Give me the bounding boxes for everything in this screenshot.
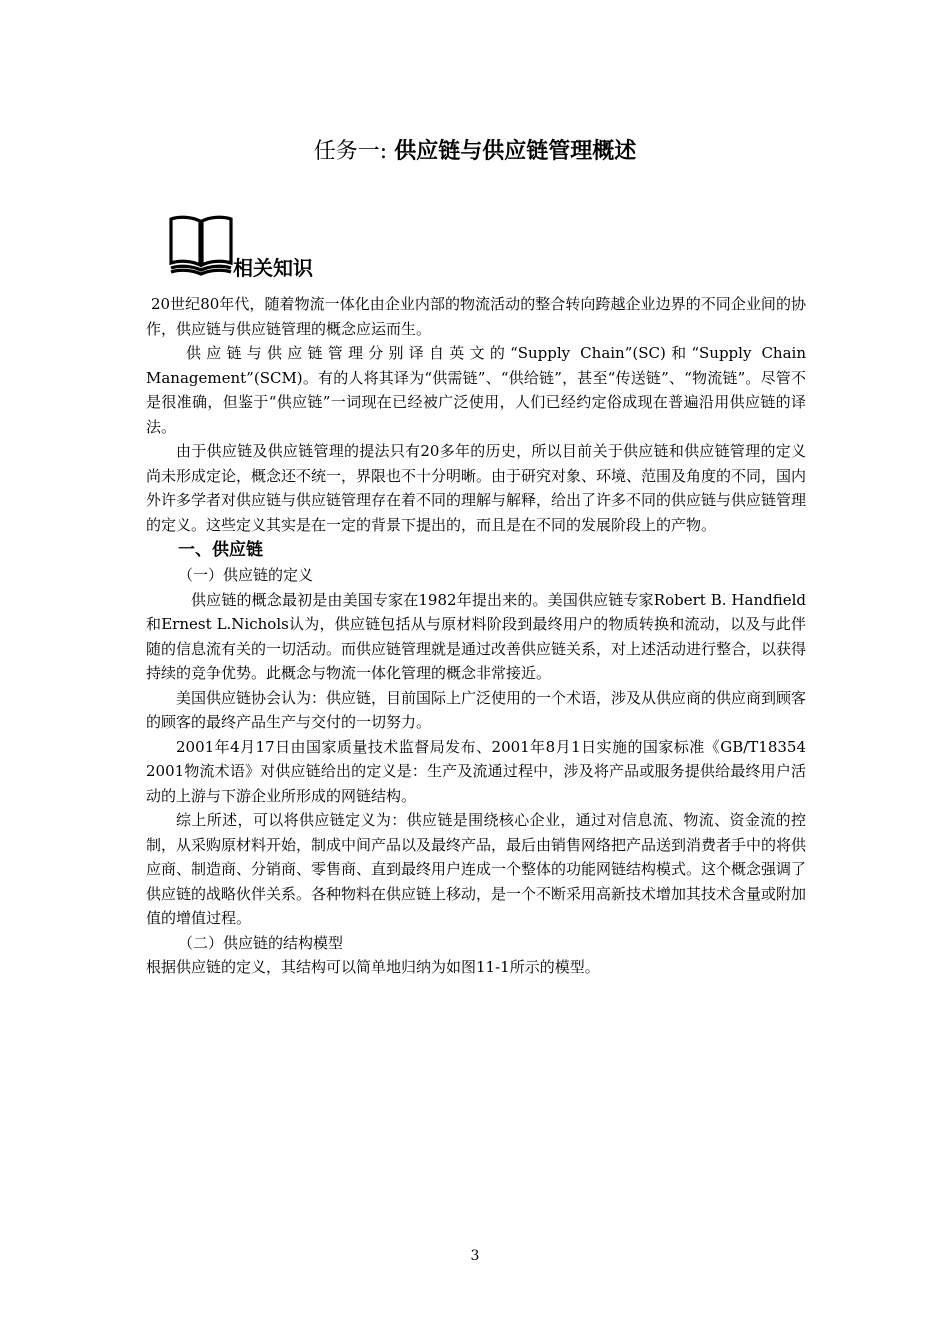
title-prefix: 任务一:: [313, 139, 388, 164]
paragraph: 由于供应链及供应链管理的提法只有20多年的历史，所以目前关于供应链和供应链管理的定义尚未形成定论，概念还不统一，界限也不十分明晰。由于研究对象、环境、范围及角度的不同，国内外许多学者对供应链与供应链管理存在着不同的理解与解释，给出了许多不同的供应链与供应链管理的定义。这些定义其实是在一定的背景下提出的，而且是在不同的发展阶段上的产物。: [146, 442, 807, 534]
paragraph: 20世纪80年代，随着物流一体化由企业内部的物流活动的整合转向跨越企业边界的不同企业间的协作，供应链与供应链管理的概念应运而生。: [146, 295, 806, 338]
heading-supply-chain: 一、供应链: [178, 540, 263, 560]
page-title: [0, 137, 950, 167]
paragraph: 综上所述，可以将供应链定义为：供应链是围绕核心企业，通过对信息流、物流、资金流的控制，从采购原材料开始，制成中间产品以及最终产品，最后由销售网络把产品送到消费者手中的将供应商、制造商、分销商、零售商、直到最终用户连成一个整体的功能网链结构模式。这个概念强调了供应链的战略伙伴关系。各种物料在供应链上移动，是一个不断采用高新技术增加其技术含量或附加值的增值过程。: [146, 811, 807, 927]
book-icon: [168, 213, 234, 277]
subheading-structure-model: （二）供应链的结构模型: [178, 933, 344, 952]
paragraph: 供应链与供应链管理分别译自英文的“Supply Chain”(SC)和“Supply Chain Management”(SCM)。有的人将其译为“供需链”、“供给链”，甚至“传送链”、“物流链”。尽管不是很准确，但鉴于“供应链”一词现在已经被广泛使用，人们已经约定俗成现在普遍沿用供应链的译法。: [146, 344, 806, 436]
paragraph: 2001年4月17日由国家质量技术监督局发布、2001年8月1日实施的国家标准《GB/T18354 2001物流术语》对供应链给出的定义是：生产及流通过程中，涉及将产品或服务提供给最终用户活动的上游与下游企业所形成的网链结构。: [146, 737, 806, 805]
paragraph: 供应链的概念最初是由美国专家在1982年提出来的。美国供应链专家Robert B. Handfield和Ernest L.Nichols认为，供应链包括从与原材料阶段到最终用户的物质转换和流动，以及与此伴随的信息流有关的一切活动。而供应链管理就是通过改善供应链关系，对上述活动进行整合，以获得持续的竞争优势。此概念与物流一体化管理的概念非常接近。: [146, 590, 807, 682]
page-number: 3: [470, 1248, 480, 1264]
section-heading: 相关知识: [233, 256, 313, 280]
subheading-definition: （一）供应链的定义: [178, 566, 314, 584]
paragraph: 美国供应链协会认为：供应链，目前国际上广泛使用的一个术语，涉及从供应商的供应商到顾客的顾客的最终产品生产与交付的一切努力。: [146, 688, 807, 731]
document-body: [146, 292, 806, 980]
title-main: 供应链与供应链管理概述: [394, 139, 637, 164]
paragraph-closing: 根据供应链的定义，其结构可以简单地归纳为如图11-1所示的模型。: [146, 958, 600, 976]
